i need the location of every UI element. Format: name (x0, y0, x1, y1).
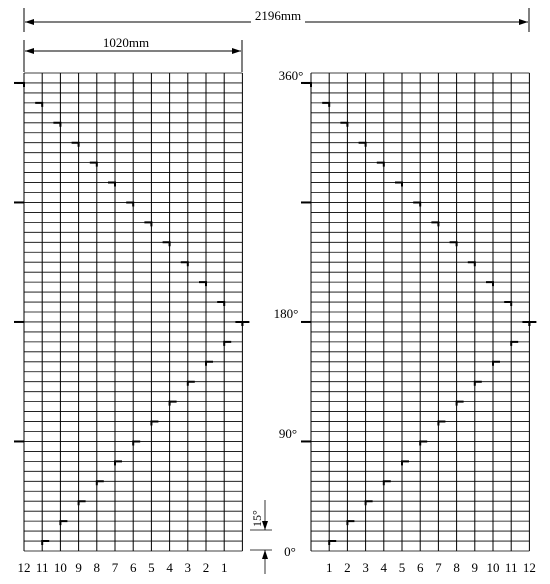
column-number-label: 8 (453, 560, 460, 575)
step-mark (395, 183, 402, 187)
column-number-label: 5 (148, 560, 155, 575)
column-number-label: 10 (53, 560, 67, 575)
step-mark (420, 441, 427, 445)
step-mark (115, 461, 122, 465)
step-mark (151, 422, 158, 426)
column-number-label: 12 (522, 560, 536, 575)
step-mark (457, 402, 464, 406)
column-number-label: 1 (325, 560, 333, 575)
step-mark (60, 521, 67, 525)
step-mark (359, 143, 366, 147)
step-mark (170, 402, 177, 406)
column-number-label: 10 (486, 560, 500, 575)
column-number-label: 11 (35, 560, 49, 575)
column-number-label: 4 (380, 560, 388, 575)
step-mark (413, 202, 420, 206)
step-mark (431, 222, 438, 226)
step-mark (322, 103, 329, 107)
step-mark (438, 422, 445, 426)
column-number-label: 2 (344, 560, 351, 575)
row-height-label: 15° (250, 510, 264, 527)
step-mark (329, 541, 336, 545)
step-mark (133, 441, 140, 445)
step-mark (522, 322, 529, 326)
step-mark (181, 262, 188, 266)
step-mark (450, 242, 457, 246)
step-mark (72, 143, 79, 147)
column-number-label: 9 (75, 560, 82, 575)
column-number-label: 1 (220, 560, 228, 575)
step-mark (347, 521, 354, 525)
step-mark (53, 123, 60, 127)
step-mark (206, 362, 213, 366)
step-mark (475, 382, 482, 386)
total-width-label: 2196mm (254, 8, 302, 23)
step-mark (163, 242, 170, 246)
step-mark (126, 202, 133, 206)
column-number-label: 8 (93, 560, 101, 575)
step-mark (199, 282, 206, 286)
column-number-label: 7 (111, 560, 119, 575)
angle-label-0: 0° (284, 544, 296, 559)
step-mark (529, 322, 536, 326)
row-height-dimension (250, 500, 272, 574)
column-number-label: 9 (471, 560, 479, 575)
step-mark (97, 481, 104, 485)
step-mark (90, 163, 97, 167)
step-mark (224, 342, 231, 346)
left-panel-grid (24, 73, 242, 551)
column-number-label: 6 (416, 560, 424, 575)
panel-width-label: 1020mm (102, 35, 150, 50)
angle-label-180: 180° (273, 306, 299, 321)
step-mark (504, 302, 511, 306)
column-number-label: 2 (202, 560, 210, 575)
step-mark (486, 282, 493, 286)
step-mark (402, 461, 409, 465)
column-number-label: 3 (362, 560, 369, 575)
step-mark (42, 541, 49, 545)
step-mark (493, 362, 500, 366)
panel-width-dimension (24, 35, 242, 72)
angle-scale (274, 68, 304, 559)
step-mark (340, 123, 347, 127)
angle-label-90: 90° (278, 426, 298, 441)
column-number-label: 4 (166, 560, 173, 575)
step-mark (235, 322, 242, 326)
column-number-label: 11 (504, 560, 518, 575)
right-panel-grid (311, 73, 529, 551)
step-mark (366, 501, 373, 505)
step-mark (511, 342, 518, 346)
step-mark (35, 103, 42, 107)
step-mark (144, 222, 151, 226)
step-mark (188, 382, 195, 386)
step-mark (217, 302, 224, 306)
angle-label-360: 360° (278, 68, 304, 83)
total-width-dimension (24, 8, 529, 32)
step-mark (468, 262, 475, 266)
column-number-label: 5 (398, 560, 406, 575)
column-number-label: 12 (17, 560, 31, 575)
column-number-label: 3 (184, 560, 192, 575)
step-mark (377, 163, 384, 167)
column-number-label: 6 (129, 560, 137, 575)
left-column-labels (18, 560, 228, 575)
step-mark (108, 183, 115, 187)
step-mark (242, 322, 249, 326)
column-number-label: 7 (435, 560, 442, 575)
step-mark (384, 481, 391, 485)
right-column-labels (326, 560, 536, 575)
step-mark (79, 501, 86, 505)
